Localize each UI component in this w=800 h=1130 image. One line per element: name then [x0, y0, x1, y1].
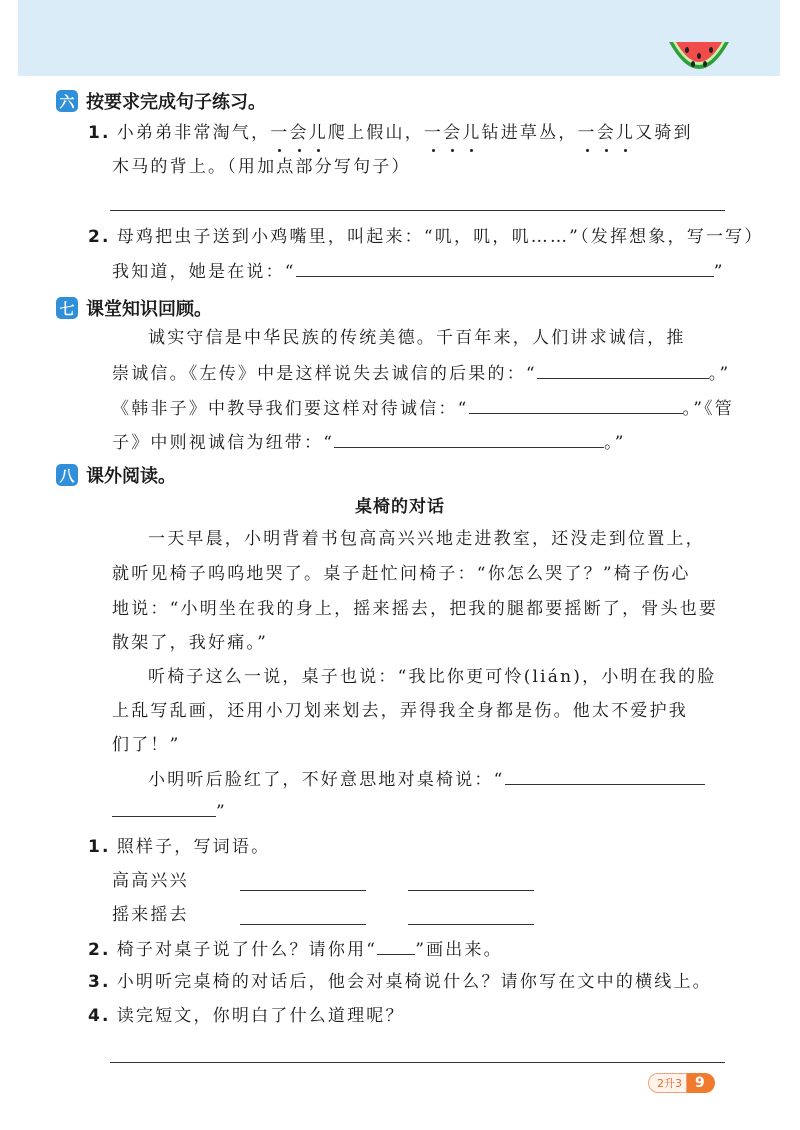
story-line-end	[112, 800, 227, 823]
word-blank-1[interactable]	[240, 890, 366, 891]
story-answer-blank-1[interactable]	[505, 768, 705, 785]
section-8-heading	[56, 462, 176, 488]
hanfeizi-answer-blank[interactable]	[469, 397, 683, 414]
story-line: 们了！”	[112, 735, 181, 755]
story-title: 桌椅的对话	[355, 497, 445, 517]
dotted-char: 儿	[462, 123, 482, 143]
s8-q2	[88, 938, 503, 961]
s6-q2-number: 2.	[88, 227, 111, 247]
dotted-char: 儿	[308, 123, 328, 143]
section-6-heading	[56, 88, 266, 114]
section-6-title: 按要求完成句子练习。	[86, 92, 266, 113]
story-answer-blank-2[interactable]	[112, 800, 216, 817]
story-close-quote: ”	[216, 802, 227, 822]
s6-q1-line2: 木马的背上。（用加点部分写句子）	[112, 157, 411, 177]
underline-sample	[377, 938, 415, 955]
s8-q4	[88, 1005, 405, 1027]
s8-q2-number: 2.	[88, 940, 111, 960]
s8-q2-text-a: 椅子对桌子说了什么？请你用“	[116, 940, 378, 960]
s6-q1-text-d: 又骑到	[635, 123, 693, 143]
s8-q1-text: 照样子，写词语。	[116, 837, 271, 857]
s6-q2-text: 母鸡把虫子送到小鸡嘴里，叫起来：“叽，叽，叽……”（发挥想象，写一写）	[116, 227, 764, 247]
s6-q1-text-a: 小弟弟非常淘气，	[116, 123, 271, 143]
dotted-char: 一	[423, 123, 444, 143]
s7-zuozhuan-text: 崇诚信。《左传》中是这样说失去诚信的后果的：“	[112, 364, 537, 384]
s7-para-line4	[112, 431, 626, 454]
dotted-word-2	[424, 123, 482, 143]
story-line: 上乱写乱画，还用小刀划来划去，弄得我全身都是伤。他太不爱护我	[112, 701, 688, 721]
s6-q2-close-quote: ”	[713, 262, 725, 282]
section-7-heading	[56, 295, 212, 321]
dotted-char: 会	[443, 123, 463, 143]
s8-q3-number: 3.	[88, 972, 111, 992]
s8-q1-number: 1.	[88, 837, 111, 857]
section-7-badge: 七	[56, 297, 78, 319]
dotted-char: 会	[289, 123, 309, 143]
s8-q1	[88, 836, 270, 858]
dotted-char: 一	[577, 123, 597, 143]
watermelon-icon	[665, 34, 733, 80]
section-8-title: 课外阅读。	[86, 466, 176, 487]
s8-q4-number: 4.	[88, 1006, 111, 1026]
story-line: 地说：“小明坐在我的身上，摇来摇去，把我的腿都要摇断了，骨头也要	[112, 599, 719, 619]
s7-zuozhuan-end: 。”	[708, 364, 731, 384]
s6-q1-text-b: 爬上假山，	[327, 123, 424, 143]
dotted-char: 一	[270, 123, 290, 143]
page-number-badge	[648, 1071, 715, 1095]
word-blank-3[interactable]	[240, 924, 366, 925]
word-blank-4[interactable]	[408, 924, 534, 925]
s7-para-line3	[112, 397, 734, 420]
section-7-title: 课堂知识回顾。	[86, 299, 212, 320]
dotted-word-3	[578, 123, 636, 143]
s6-q1-line1	[88, 122, 693, 144]
guanzi-answer-blank[interactable]	[334, 431, 604, 448]
s6-q2-prompt: 我知道，她是在说：“	[112, 262, 296, 282]
s7-guanzi-text: 子》中则视诚信为纽带：“	[112, 433, 335, 453]
dotted-word-1	[270, 123, 328, 143]
story-line: 听椅子这么一说，桌子也说：“我比你更可怜(lián)，小明在我的脸	[148, 667, 717, 687]
section-6-badge: 六	[56, 90, 78, 112]
s8-q2-text-b: ”画出来。	[415, 940, 503, 960]
s8-q3-text: 小明听完桌椅的对话后，他会对桌椅说什么？请你写在文中的横线上。	[116, 972, 712, 992]
story-line: 就听见椅子呜呜地哭了。桌子赶忙问椅子：“你怎么哭了？”椅子伤心	[112, 564, 691, 584]
s6-q1-number: 1.	[88, 123, 111, 143]
story-last-prompt: 小明听后脸红了，不好意思地对桌椅说：“	[148, 770, 505, 790]
s8-q4-answer-line[interactable]	[110, 1062, 725, 1063]
word-blank-2[interactable]	[408, 890, 534, 891]
page-number: 9	[687, 1073, 715, 1093]
s6-q2-answer-blank[interactable]	[296, 260, 714, 277]
dotted-char: 儿	[615, 123, 636, 143]
s8-q1-example-1: 高高兴兴	[112, 871, 189, 891]
s7-hanfeizi-end: 。”《管	[682, 399, 734, 419]
s6-q2-line1	[88, 226, 764, 248]
section-8-badge: 八	[56, 464, 78, 486]
story-line: 散架了，我好痛。”	[112, 633, 268, 653]
s7-para-line1: 诚实守信是中华民族的传统美德。千百年来，人们讲求诚信，推	[148, 328, 686, 348]
s7-guanzi-end: 。”	[604, 433, 626, 453]
s8-q4-text: 读完短文，你明白了什么道理呢？	[116, 1006, 405, 1026]
story-line	[148, 768, 705, 791]
s6-q1-text-c: 钻进草丛，	[481, 123, 578, 143]
s8-q1-example-2: 摇来摇去	[112, 905, 189, 925]
s7-hanfeizi-text: 《韩非子》中教导我们要这样对待诚信：“	[112, 399, 469, 419]
zuozhuan-answer-blank[interactable]	[537, 362, 709, 379]
dotted-char: 会	[596, 123, 616, 143]
s6-q1-answer-line[interactable]	[110, 210, 725, 211]
s8-q3	[88, 971, 712, 993]
s6-q2-line2	[112, 260, 725, 283]
s7-para-line2	[112, 362, 730, 385]
grade-label: 2升3	[648, 1073, 687, 1093]
story-line: 一天早晨，小明背着书包高高兴兴地走进教室，还没走到位置上，	[148, 529, 705, 549]
